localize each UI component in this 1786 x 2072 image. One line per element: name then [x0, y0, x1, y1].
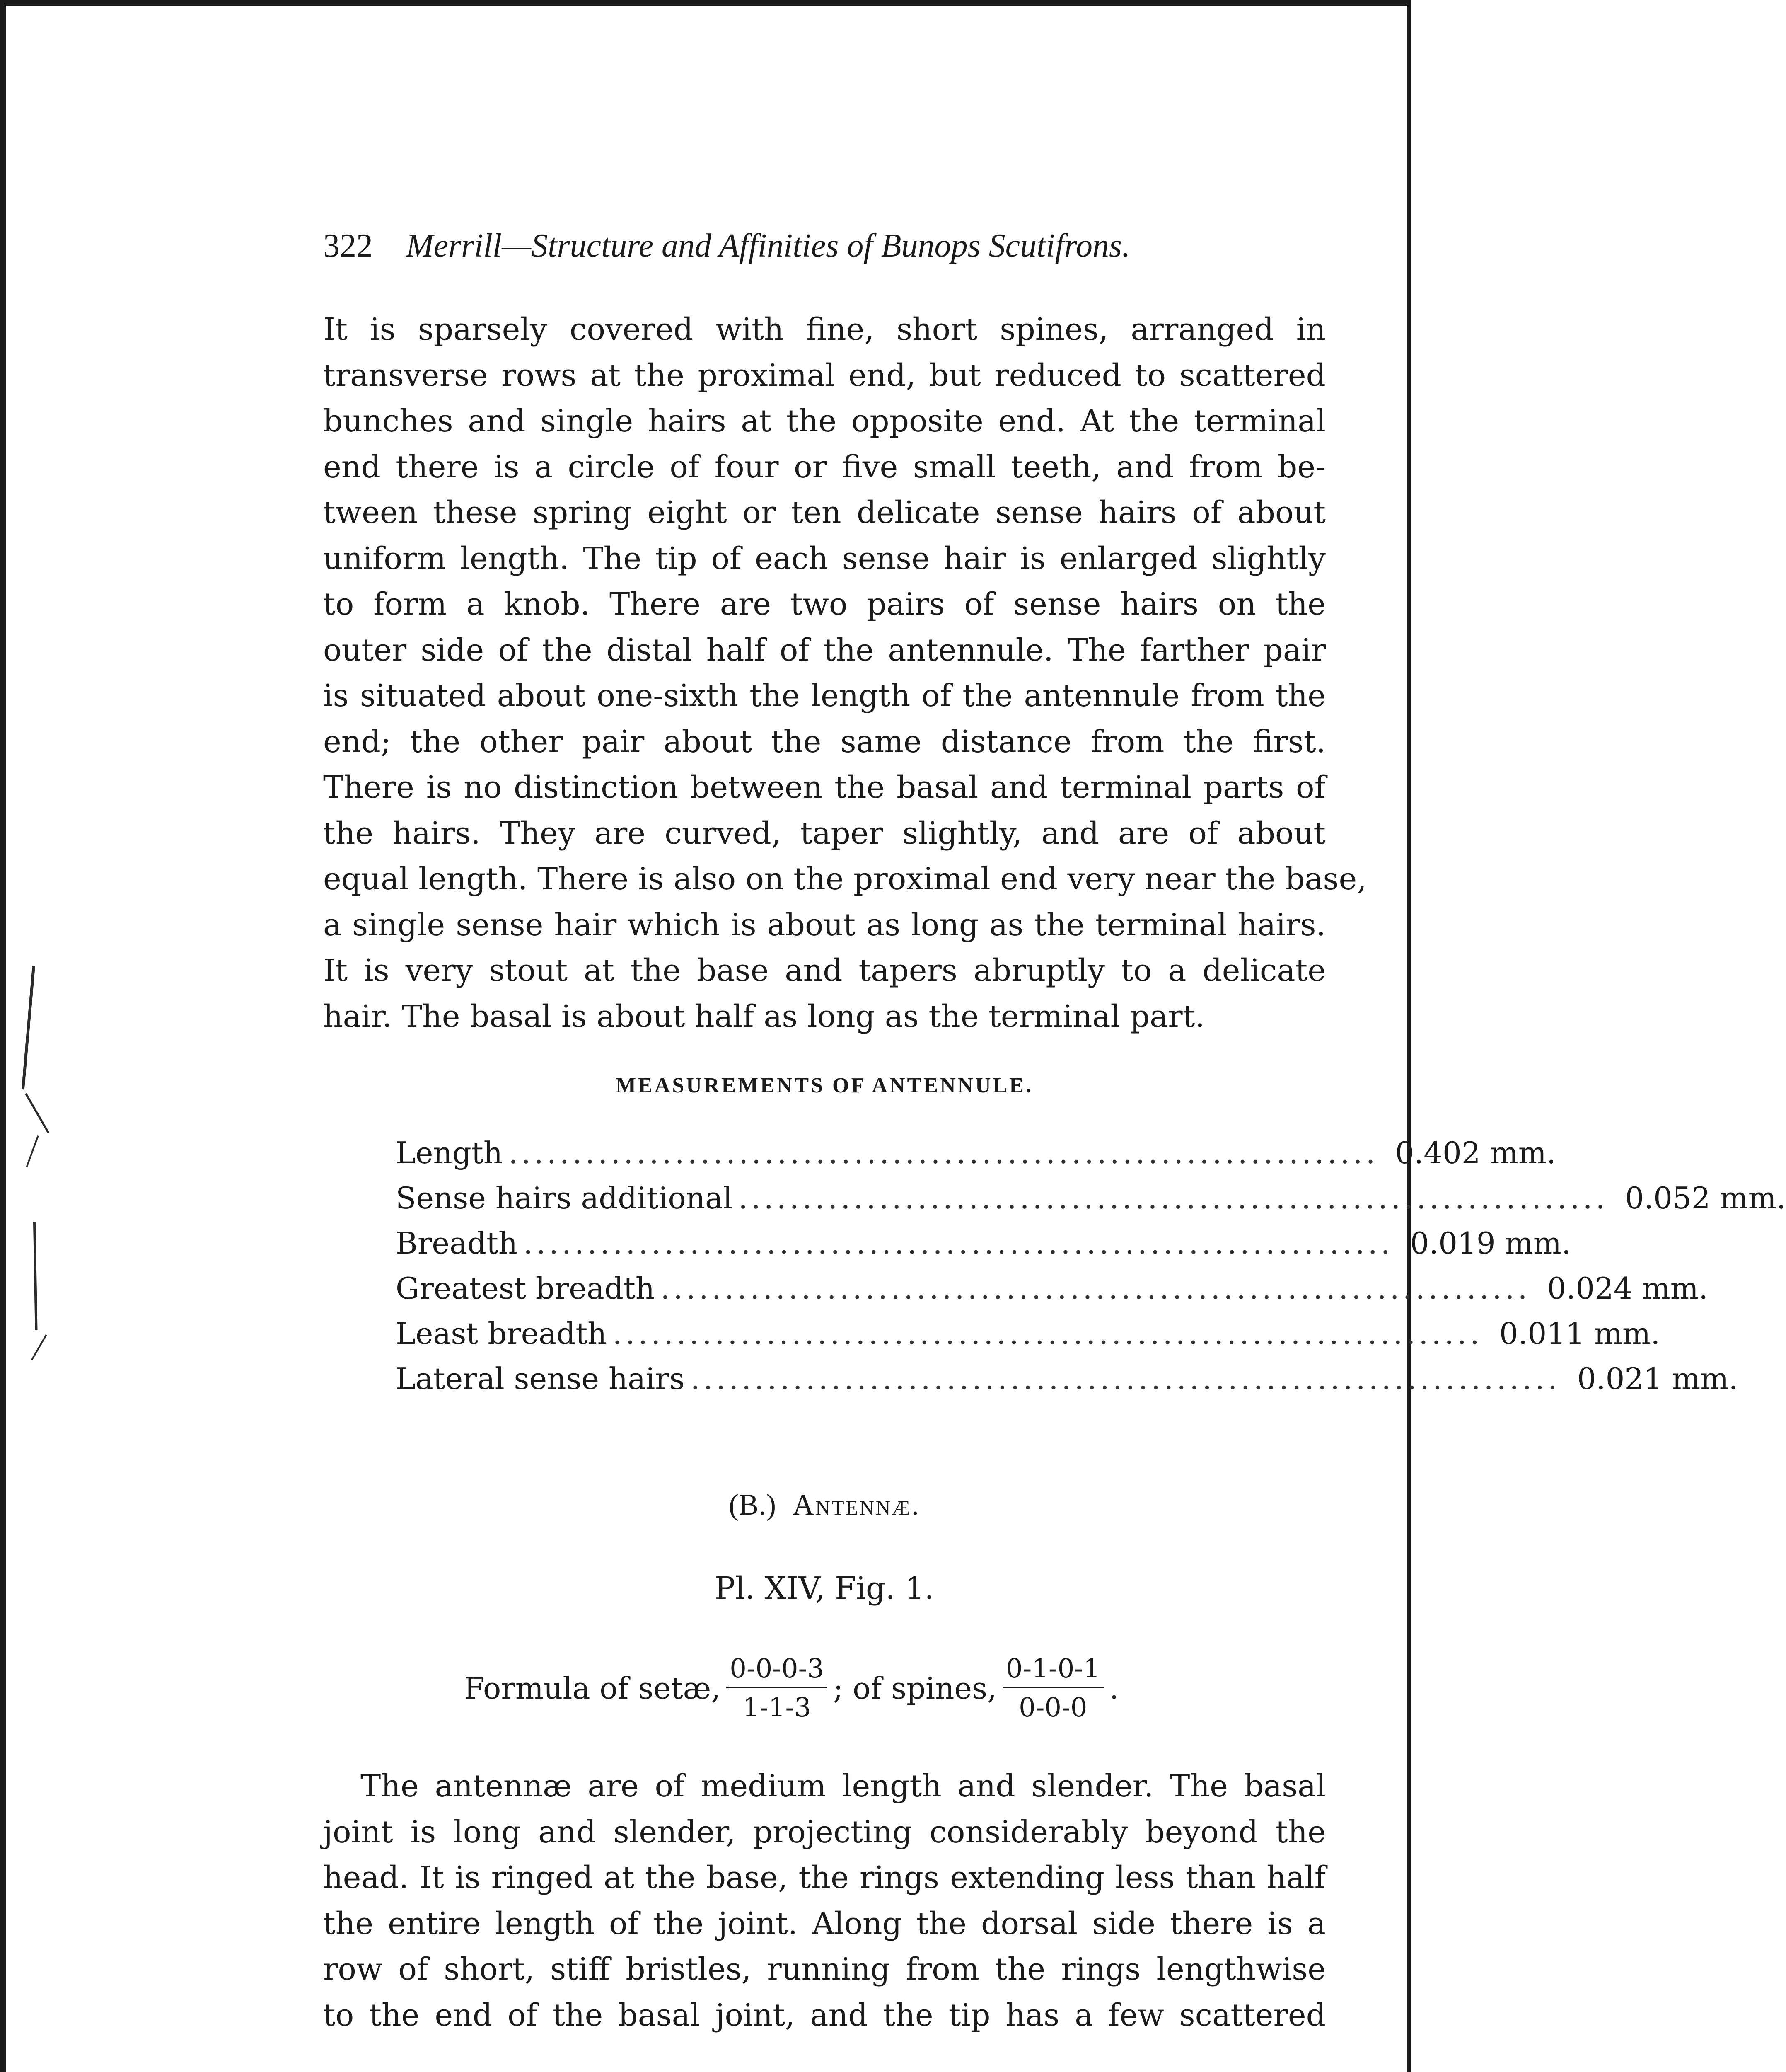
- setae-formula: [464, 1653, 1119, 1723]
- measurement-row: [396, 1271, 1708, 1316]
- dot-leader: ....................................................................: [660, 1271, 1531, 1306]
- measurement-value: 0.021 mm.: [1577, 1361, 1738, 1396]
- text-line: hair. The basal is about half as long as the terminal part.: [323, 998, 1205, 1034]
- text-line: outer side of the distal half of the antennule. The farther pair: [323, 632, 1326, 668]
- measurement-value: 0.019 mm.: [1410, 1226, 1571, 1261]
- text-line: transverse rows at the proximal end, but reduced to scattered: [323, 357, 1326, 393]
- spines-denominator: 0-0-0: [1019, 1692, 1088, 1723]
- plate-reference: Pl. XIV, Fig. 1.: [715, 1571, 934, 1606]
- text-line: is situated about one-sixth the length of the antennule from the: [323, 678, 1326, 714]
- setae-numerator: 0-0-0-3: [726, 1653, 827, 1688]
- measurement-row: [396, 1181, 1786, 1226]
- measurement-label: Length: [396, 1135, 503, 1170]
- measurement-row: [396, 1361, 1738, 1406]
- dot-leader: ....................................................................: [690, 1361, 1561, 1396]
- running-header: [323, 227, 1309, 265]
- setae-denominator: 1-1-3: [742, 1692, 811, 1723]
- measurement-label: Breadth: [396, 1226, 518, 1261]
- text-line: The antennæ are of medium length and slender. The basal: [360, 1768, 1326, 1804]
- measurement-label: Lateral sense hairs: [396, 1361, 685, 1396]
- measurement-label: Greatest breadth: [396, 1271, 655, 1306]
- formula-prefix: Formula of setæ,: [464, 1671, 721, 1706]
- running-title: Merrill—Structure and Affinities of Bunops Scutifrons.: [406, 228, 1131, 264]
- text-line: to the end of the basal joint, and the tip has a few scattered: [323, 1997, 1326, 2033]
- text-line: a single sense hair which is about as long as the terminal hairs.: [323, 907, 1326, 943]
- text-line: to form a knob. There are two pairs of sense hairs on the: [323, 586, 1326, 622]
- text-line: joint is long and slender, projecting considerably beyond the: [323, 1814, 1326, 1850]
- formula-middle: ; of spines,: [833, 1671, 997, 1706]
- dot-leader: ....................................................................: [738, 1181, 1609, 1215]
- section-title: Antennæ.: [793, 1488, 920, 1521]
- text-line: end; the other pair about the same distance from the first.: [323, 724, 1326, 760]
- text-line: the entire length of the joint. Along the dorsal side there is a: [323, 1905, 1326, 1941]
- spines-fraction: [1003, 1653, 1104, 1723]
- dot-leader: ....................................................................: [612, 1316, 1483, 1351]
- text-line: row of short, stiff bristles, running from the rings lengthwise: [323, 1951, 1326, 1987]
- section-marker: (B.): [729, 1488, 776, 1521]
- measurement-row: [396, 1135, 1556, 1181]
- setae-fraction: [726, 1653, 827, 1723]
- measurement-label: Sense hairs additional: [396, 1181, 733, 1215]
- measurements-table: [396, 1135, 1786, 1406]
- text-line: end there is a circle of four or five small teeth, and from be-: [323, 449, 1326, 485]
- formula-suffix: .: [1109, 1671, 1119, 1706]
- measurement-label: Least breadth: [396, 1316, 607, 1351]
- measurements-title: MEASUREMENTS OF ANTENNULE.: [616, 1074, 1033, 1097]
- text-line: It is sparsely covered with fine, short spines, arranged in: [323, 312, 1326, 347]
- measurement-value: 0.402 mm.: [1395, 1135, 1556, 1170]
- measurement-value: 0.011 mm.: [1499, 1316, 1660, 1351]
- paragraph-antennule: [323, 307, 1367, 1039]
- measurement-value: 0.024 mm.: [1547, 1271, 1708, 1306]
- text-line: tween these spring eight or ten delicate sense hairs of about: [323, 495, 1326, 530]
- text-line: It is very stout at the base and tapers abruptly to a delicate: [323, 953, 1326, 988]
- text-line: There is no distinction between the basal and terminal parts of: [323, 770, 1326, 805]
- section-heading: [323, 1488, 1326, 1522]
- text-line: the hairs. They are curved, taper slightly, and are of about: [323, 815, 1326, 851]
- text-line: head. It is ringed at the base, the rings extending less than half: [323, 1860, 1326, 1895]
- dot-leader: ....................................................................: [508, 1135, 1379, 1170]
- dot-leader: ....................................................................: [523, 1226, 1394, 1261]
- paragraph-antennae: [323, 1763, 1326, 2038]
- measurement-row: [396, 1316, 1660, 1361]
- text-line: uniform length. The tip of each sense hair is enlarged slightly: [323, 540, 1326, 576]
- text-line: equal length. There is also on the proximal end very near the base,: [323, 861, 1367, 897]
- page-number: 322: [323, 228, 373, 264]
- measurement-value: 0.052 mm.: [1625, 1181, 1786, 1215]
- spines-numerator: 0-1-0-1: [1003, 1653, 1104, 1688]
- measurement-row: [396, 1226, 1571, 1271]
- text-line: bunches and single hairs at the opposite end. At the terminal: [323, 403, 1326, 439]
